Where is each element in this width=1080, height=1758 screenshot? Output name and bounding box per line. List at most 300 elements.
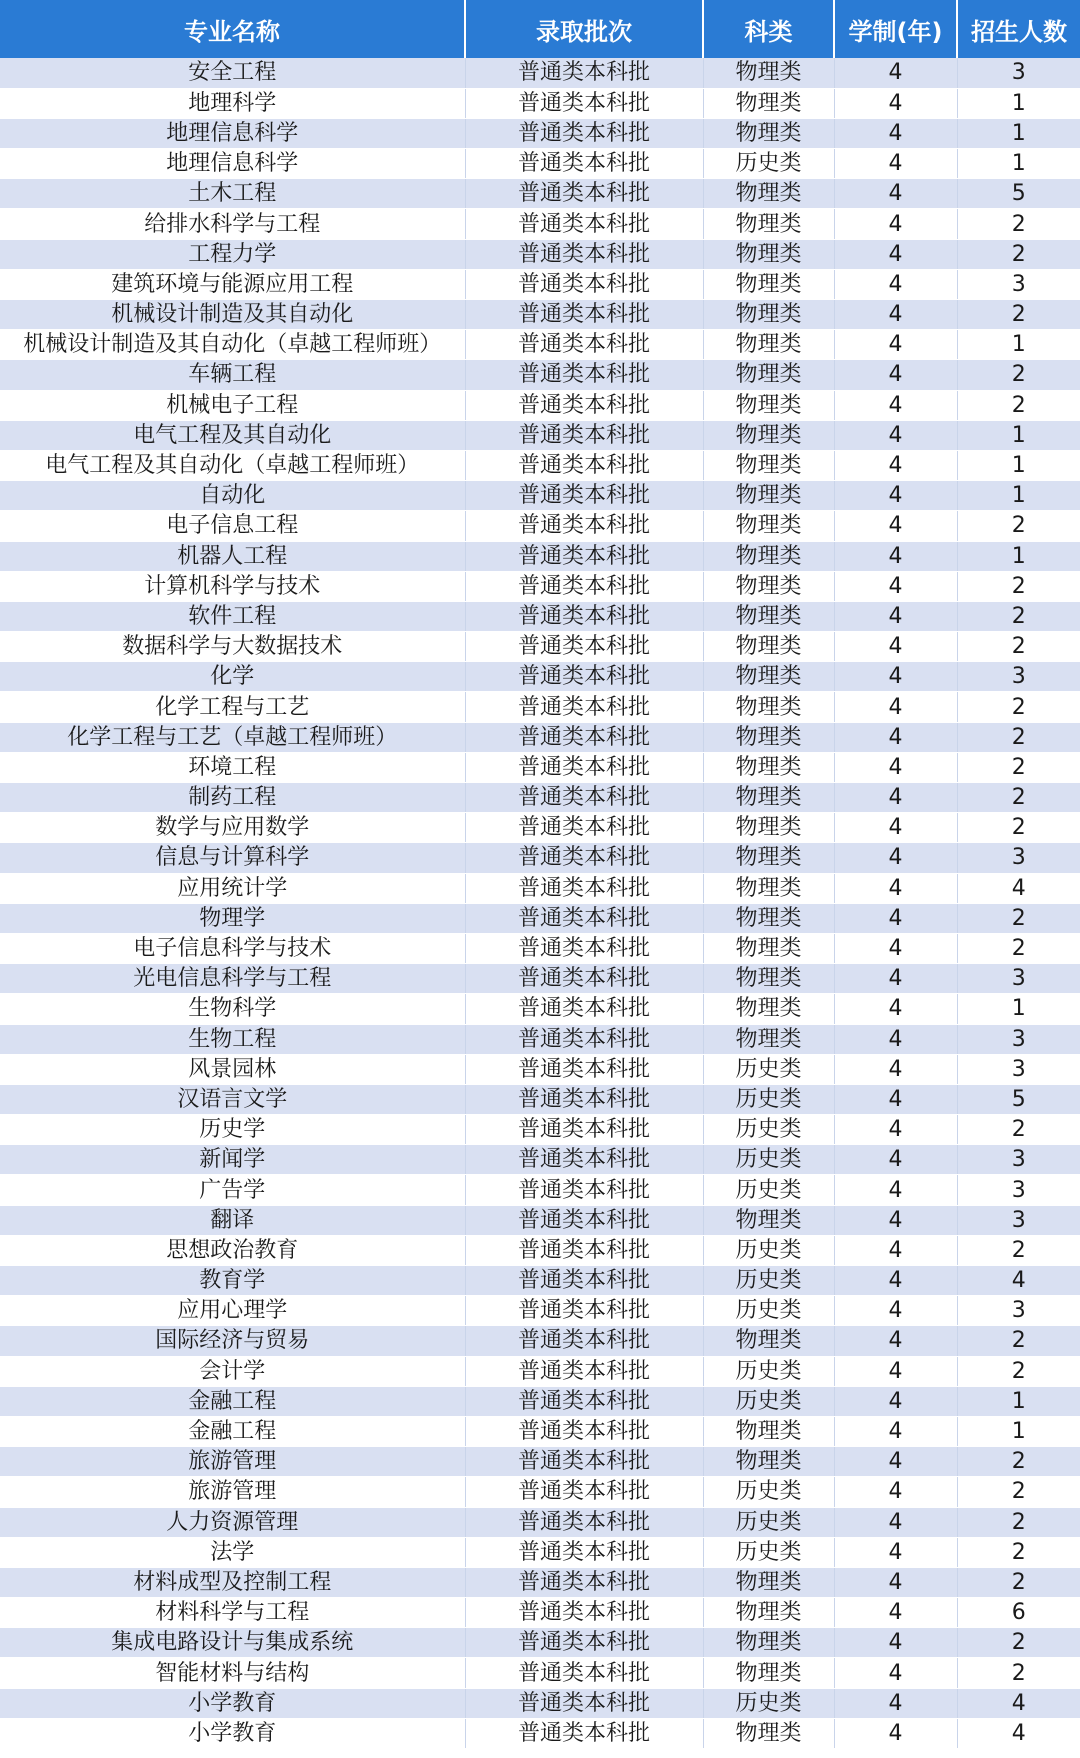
cell-duration-years: 4 [834, 239, 957, 269]
cell-admission-batch: 普通类本科批 [465, 1447, 703, 1477]
cell-duration-years: 4 [834, 1598, 957, 1628]
cell-admission-batch: 普通类本科批 [465, 360, 703, 390]
cell-major-name: 土木工程 [0, 179, 465, 209]
cell-subject-category: 历史类 [703, 1115, 834, 1145]
cell-duration-years: 4 [834, 1296, 957, 1326]
cell-admission-batch: 普通类本科批 [465, 58, 703, 88]
cell-duration-years: 4 [834, 722, 957, 752]
cell-admission-batch: 普通类本科批 [465, 1598, 703, 1628]
cell-enrollment-count: 2 [957, 511, 1080, 541]
cell-duration-years: 4 [834, 1628, 957, 1658]
cell-subject-category: 物理类 [703, 330, 834, 360]
cell-enrollment-count: 1 [957, 118, 1080, 148]
cell-subject-category: 历史类 [703, 1084, 834, 1114]
table-row [0, 722, 1080, 752]
table-row [0, 1145, 1080, 1175]
table-row [0, 179, 1080, 209]
cell-admission-batch: 普通类本科批 [465, 1386, 703, 1416]
cell-admission-batch: 普通类本科批 [465, 149, 703, 179]
cell-subject-category: 物理类 [703, 813, 834, 843]
cell-major-name: 集成电路设计与集成系统 [0, 1628, 465, 1658]
cell-duration-years: 4 [834, 1084, 957, 1114]
table-row [0, 1235, 1080, 1265]
cell-duration-years: 4 [834, 1507, 957, 1537]
cell-duration-years: 4 [834, 1658, 957, 1688]
header-enrollment-count: 招生人数 [957, 0, 1080, 58]
cell-subject-category: 物理类 [703, 1628, 834, 1658]
cell-duration-years: 4 [834, 571, 957, 601]
cell-major-name: 风景园林 [0, 1054, 465, 1084]
cell-duration-years: 4 [834, 481, 957, 511]
table-row [0, 1477, 1080, 1507]
cell-duration-years: 4 [834, 843, 957, 873]
cell-enrollment-count: 2 [957, 933, 1080, 963]
table-row [0, 390, 1080, 420]
cell-duration-years: 4 [834, 1266, 957, 1296]
cell-major-name: 数据科学与大数据技术 [0, 632, 465, 662]
cell-enrollment-count: 2 [957, 632, 1080, 662]
table-row [0, 1115, 1080, 1145]
table-row [0, 1175, 1080, 1205]
cell-admission-batch: 普通类本科批 [465, 994, 703, 1024]
cell-enrollment-count: 4 [957, 873, 1080, 903]
cell-admission-batch: 普通类本科批 [465, 964, 703, 994]
header-subject-category: 科类 [703, 0, 834, 58]
table-row [0, 1507, 1080, 1537]
cell-admission-batch: 普通类本科批 [465, 450, 703, 480]
cell-admission-batch: 普通类本科批 [465, 1266, 703, 1296]
cell-admission-batch: 普通类本科批 [465, 873, 703, 903]
cell-major-name: 小学教育 [0, 1718, 465, 1748]
cell-duration-years: 4 [834, 1175, 957, 1205]
cell-enrollment-count: 3 [957, 1054, 1080, 1084]
cell-admission-batch: 普通类本科批 [465, 541, 703, 571]
cell-duration-years: 4 [834, 1205, 957, 1235]
table-row [0, 1356, 1080, 1386]
cell-subject-category: 历史类 [703, 1235, 834, 1265]
cell-enrollment-count: 3 [957, 1205, 1080, 1235]
cell-subject-category: 物理类 [703, 843, 834, 873]
cell-enrollment-count: 1 [957, 88, 1080, 118]
table-row [0, 601, 1080, 631]
cell-subject-category: 历史类 [703, 1145, 834, 1175]
cell-enrollment-count: 2 [957, 783, 1080, 813]
header-duration-years: 学制(年) [834, 0, 957, 58]
cell-subject-category: 历史类 [703, 1266, 834, 1296]
table-row [0, 1628, 1080, 1658]
cell-admission-batch: 普通类本科批 [465, 571, 703, 601]
cell-subject-category: 物理类 [703, 1416, 834, 1446]
cell-admission-batch: 普通类本科批 [465, 1235, 703, 1265]
cell-enrollment-count: 2 [957, 601, 1080, 631]
cell-major-name: 安全工程 [0, 58, 465, 88]
cell-major-name: 翻译 [0, 1205, 465, 1235]
cell-duration-years: 4 [834, 933, 957, 963]
cell-major-name: 数学与应用数学 [0, 813, 465, 843]
cell-major-name: 环境工程 [0, 752, 465, 782]
cell-enrollment-count: 5 [957, 179, 1080, 209]
table-row [0, 1537, 1080, 1567]
table-row [0, 511, 1080, 541]
cell-admission-batch: 普通类本科批 [465, 1416, 703, 1446]
table-row [0, 843, 1080, 873]
cell-admission-batch: 普通类本科批 [465, 511, 703, 541]
table-row [0, 964, 1080, 994]
cell-enrollment-count: 2 [957, 1628, 1080, 1658]
cell-admission-batch: 普通类本科批 [465, 1024, 703, 1054]
cell-duration-years: 4 [834, 1477, 957, 1507]
cell-admission-batch: 普通类本科批 [465, 179, 703, 209]
cell-major-name: 小学教育 [0, 1688, 465, 1718]
cell-enrollment-count: 1 [957, 481, 1080, 511]
table-row [0, 1296, 1080, 1326]
cell-subject-category: 物理类 [703, 1447, 834, 1477]
cell-enrollment-count: 3 [957, 964, 1080, 994]
table-row [0, 300, 1080, 330]
cell-subject-category: 物理类 [703, 601, 834, 631]
table-row [0, 1658, 1080, 1688]
table-row [0, 541, 1080, 571]
cell-duration-years: 4 [834, 903, 957, 933]
cell-major-name: 国际经济与贸易 [0, 1326, 465, 1356]
cell-admission-batch: 普通类本科批 [465, 933, 703, 963]
cell-subject-category: 物理类 [703, 752, 834, 782]
table-row [0, 239, 1080, 269]
table-row [0, 209, 1080, 239]
cell-duration-years: 4 [834, 1115, 957, 1145]
cell-duration-years: 4 [834, 390, 957, 420]
cell-subject-category: 历史类 [703, 1386, 834, 1416]
cell-subject-category: 历史类 [703, 1477, 834, 1507]
cell-subject-category: 物理类 [703, 239, 834, 269]
cell-subject-category: 物理类 [703, 692, 834, 722]
cell-enrollment-count: 3 [957, 269, 1080, 299]
cell-major-name: 人力资源管理 [0, 1507, 465, 1537]
cell-duration-years: 4 [834, 964, 957, 994]
cell-major-name: 机械设计制造及其自动化 [0, 300, 465, 330]
cell-subject-category: 物理类 [703, 118, 834, 148]
cell-admission-batch: 普通类本科批 [465, 783, 703, 813]
table-header [0, 0, 1080, 58]
cell-major-name: 地理科学 [0, 88, 465, 118]
cell-subject-category: 物理类 [703, 420, 834, 450]
table-row [0, 783, 1080, 813]
cell-enrollment-count: 1 [957, 420, 1080, 450]
cell-duration-years: 4 [834, 1447, 957, 1477]
cell-duration-years: 4 [834, 1688, 957, 1718]
table-row [0, 1416, 1080, 1446]
cell-enrollment-count: 2 [957, 1326, 1080, 1356]
cell-enrollment-count: 1 [957, 330, 1080, 360]
cell-subject-category: 历史类 [703, 1688, 834, 1718]
table-row [0, 1084, 1080, 1114]
cell-subject-category: 物理类 [703, 964, 834, 994]
table-row [0, 1567, 1080, 1597]
cell-admission-batch: 普通类本科批 [465, 1054, 703, 1084]
cell-admission-batch: 普通类本科批 [465, 662, 703, 692]
cell-admission-batch: 普通类本科批 [465, 1084, 703, 1114]
cell-major-name: 广告学 [0, 1175, 465, 1205]
cell-admission-batch: 普通类本科批 [465, 390, 703, 420]
table-row [0, 1386, 1080, 1416]
cell-major-name: 给排水科学与工程 [0, 209, 465, 239]
table-row [0, 1598, 1080, 1628]
table-row [0, 994, 1080, 1024]
cell-major-name: 材料科学与工程 [0, 1598, 465, 1628]
cell-enrollment-count: 1 [957, 994, 1080, 1024]
cell-enrollment-count: 6 [957, 1598, 1080, 1628]
cell-duration-years: 4 [834, 149, 957, 179]
cell-subject-category: 物理类 [703, 783, 834, 813]
cell-subject-category: 历史类 [703, 1175, 834, 1205]
cell-duration-years: 4 [834, 813, 957, 843]
cell-admission-batch: 普通类本科批 [465, 813, 703, 843]
cell-subject-category: 历史类 [703, 1296, 834, 1326]
cell-major-name: 电子信息工程 [0, 511, 465, 541]
table-row [0, 1205, 1080, 1235]
cell-duration-years: 4 [834, 1356, 957, 1386]
cell-admission-batch: 普通类本科批 [465, 239, 703, 269]
cell-admission-batch: 普通类本科批 [465, 481, 703, 511]
cell-enrollment-count: 1 [957, 1416, 1080, 1446]
cell-enrollment-count: 3 [957, 1145, 1080, 1175]
cell-admission-batch: 普通类本科批 [465, 118, 703, 148]
table-row [0, 450, 1080, 480]
cell-subject-category: 物理类 [703, 179, 834, 209]
cell-subject-category: 物理类 [703, 450, 834, 480]
cell-enrollment-count: 3 [957, 58, 1080, 88]
table-row [0, 269, 1080, 299]
cell-duration-years: 4 [834, 1145, 957, 1175]
cell-enrollment-count: 2 [957, 752, 1080, 782]
cell-duration-years: 4 [834, 300, 957, 330]
table-row [0, 88, 1080, 118]
cell-subject-category: 物理类 [703, 58, 834, 88]
cell-subject-category: 物理类 [703, 541, 834, 571]
cell-admission-batch: 普通类本科批 [465, 1477, 703, 1507]
cell-admission-batch: 普通类本科批 [465, 1507, 703, 1537]
cell-duration-years: 4 [834, 1326, 957, 1356]
cell-enrollment-count: 2 [957, 1356, 1080, 1386]
cell-major-name: 化学工程与工艺 [0, 692, 465, 722]
cell-admission-batch: 普通类本科批 [465, 420, 703, 450]
table-row [0, 330, 1080, 360]
cell-admission-batch: 普通类本科批 [465, 300, 703, 330]
cell-duration-years: 4 [834, 783, 957, 813]
cell-subject-category: 物理类 [703, 933, 834, 963]
cell-major-name: 物理学 [0, 903, 465, 933]
cell-enrollment-count: 3 [957, 1175, 1080, 1205]
cell-duration-years: 4 [834, 692, 957, 722]
table-row [0, 1266, 1080, 1296]
table-row [0, 1718, 1080, 1748]
cell-enrollment-count: 2 [957, 1567, 1080, 1597]
cell-major-name: 车辆工程 [0, 360, 465, 390]
cell-major-name: 机器人工程 [0, 541, 465, 571]
cell-duration-years: 4 [834, 1537, 957, 1567]
cell-subject-category: 历史类 [703, 1356, 834, 1386]
header-major-name: 专业名称 [0, 0, 465, 58]
table-row [0, 360, 1080, 390]
cell-major-name: 智能材料与结构 [0, 1658, 465, 1688]
cell-subject-category: 物理类 [703, 1598, 834, 1628]
cell-enrollment-count: 1 [957, 149, 1080, 179]
table-row [0, 118, 1080, 148]
table-row [0, 149, 1080, 179]
cell-duration-years: 4 [834, 1416, 957, 1446]
table-row [0, 662, 1080, 692]
cell-subject-category: 物理类 [703, 209, 834, 239]
cell-admission-batch: 普通类本科批 [465, 1145, 703, 1175]
cell-subject-category: 物理类 [703, 1658, 834, 1688]
cell-admission-batch: 普通类本科批 [465, 1115, 703, 1145]
cell-subject-category: 物理类 [703, 300, 834, 330]
cell-duration-years: 4 [834, 1054, 957, 1084]
table-row [0, 1326, 1080, 1356]
cell-admission-batch: 普通类本科批 [465, 632, 703, 662]
cell-admission-batch: 普通类本科批 [465, 1175, 703, 1205]
cell-subject-category: 物理类 [703, 994, 834, 1024]
table-row [0, 903, 1080, 933]
cell-duration-years: 4 [834, 1235, 957, 1265]
cell-major-name: 金融工程 [0, 1386, 465, 1416]
cell-enrollment-count: 3 [957, 1024, 1080, 1054]
cell-major-name: 应用统计学 [0, 873, 465, 903]
cell-major-name: 应用心理学 [0, 1296, 465, 1326]
cell-admission-batch: 普通类本科批 [465, 88, 703, 118]
cell-major-name: 生物科学 [0, 994, 465, 1024]
cell-subject-category: 物理类 [703, 722, 834, 752]
cell-subject-category: 物理类 [703, 662, 834, 692]
cell-duration-years: 4 [834, 330, 957, 360]
cell-subject-category: 物理类 [703, 873, 834, 903]
cell-duration-years: 4 [834, 873, 957, 903]
cell-major-name: 自动化 [0, 481, 465, 511]
cell-subject-category: 历史类 [703, 1537, 834, 1567]
cell-admission-batch: 普通类本科批 [465, 752, 703, 782]
cell-major-name: 化学工程与工艺（卓越工程师班） [0, 722, 465, 752]
cell-enrollment-count: 2 [957, 692, 1080, 722]
cell-major-name: 教育学 [0, 1266, 465, 1296]
cell-enrollment-count: 2 [957, 1447, 1080, 1477]
cell-enrollment-count: 2 [957, 571, 1080, 601]
cell-admission-batch: 普通类本科批 [465, 330, 703, 360]
cell-admission-batch: 普通类本科批 [465, 1356, 703, 1386]
cell-major-name: 历史学 [0, 1115, 465, 1145]
cell-major-name: 机械电子工程 [0, 390, 465, 420]
cell-enrollment-count: 2 [957, 360, 1080, 390]
cell-subject-category: 物理类 [703, 360, 834, 390]
cell-major-name: 建筑环境与能源应用工程 [0, 269, 465, 299]
cell-major-name: 电子信息科学与技术 [0, 933, 465, 963]
cell-enrollment-count: 3 [957, 843, 1080, 873]
cell-duration-years: 4 [834, 994, 957, 1024]
cell-admission-batch: 普通类本科批 [465, 1718, 703, 1748]
cell-subject-category: 物理类 [703, 390, 834, 420]
cell-duration-years: 4 [834, 269, 957, 299]
cell-admission-batch: 普通类本科批 [465, 1688, 703, 1718]
cell-duration-years: 4 [834, 662, 957, 692]
cell-major-name: 光电信息科学与工程 [0, 964, 465, 994]
cell-admission-batch: 普通类本科批 [465, 269, 703, 299]
cell-subject-category: 物理类 [703, 511, 834, 541]
cell-subject-category: 物理类 [703, 1326, 834, 1356]
cell-enrollment-count: 2 [957, 390, 1080, 420]
cell-major-name: 思想政治教育 [0, 1235, 465, 1265]
cell-major-name: 旅游管理 [0, 1447, 465, 1477]
cell-major-name: 新闻学 [0, 1145, 465, 1175]
cell-enrollment-count: 2 [957, 1537, 1080, 1567]
cell-major-name: 旅游管理 [0, 1477, 465, 1507]
cell-subject-category: 物理类 [703, 269, 834, 299]
cell-major-name: 机械设计制造及其自动化（卓越工程师班） [0, 330, 465, 360]
cell-major-name: 汉语言文学 [0, 1084, 465, 1114]
cell-subject-category: 物理类 [703, 632, 834, 662]
cell-subject-category: 物理类 [703, 571, 834, 601]
cell-duration-years: 4 [834, 1567, 957, 1597]
table-row [0, 1054, 1080, 1084]
cell-major-name: 地理信息科学 [0, 118, 465, 148]
cell-subject-category: 历史类 [703, 1054, 834, 1084]
cell-enrollment-count: 2 [957, 1477, 1080, 1507]
cell-duration-years: 4 [834, 118, 957, 148]
cell-major-name: 会计学 [0, 1356, 465, 1386]
cell-admission-batch: 普通类本科批 [465, 692, 703, 722]
header-row [0, 0, 1080, 58]
cell-duration-years: 4 [834, 179, 957, 209]
table-row [0, 1688, 1080, 1718]
cell-duration-years: 4 [834, 1718, 957, 1748]
cell-admission-batch: 普通类本科批 [465, 1326, 703, 1356]
table-row [0, 571, 1080, 601]
cell-duration-years: 4 [834, 209, 957, 239]
cell-subject-category: 物理类 [703, 481, 834, 511]
cell-enrollment-count: 4 [957, 1718, 1080, 1748]
table-row [0, 873, 1080, 903]
cell-subject-category: 历史类 [703, 1507, 834, 1537]
cell-major-name: 电气工程及其自动化 [0, 420, 465, 450]
cell-major-name: 电气工程及其自动化（卓越工程师班） [0, 450, 465, 480]
cell-admission-batch: 普通类本科批 [465, 1296, 703, 1326]
cell-duration-years: 4 [834, 1386, 957, 1416]
cell-enrollment-count: 2 [957, 239, 1080, 269]
cell-admission-batch: 普通类本科批 [465, 843, 703, 873]
cell-enrollment-count: 2 [957, 1658, 1080, 1688]
cell-enrollment-count: 1 [957, 1386, 1080, 1416]
cell-duration-years: 4 [834, 1024, 957, 1054]
table-row [0, 420, 1080, 450]
cell-enrollment-count: 1 [957, 450, 1080, 480]
cell-subject-category: 物理类 [703, 1024, 834, 1054]
cell-duration-years: 4 [834, 360, 957, 390]
cell-enrollment-count: 4 [957, 1266, 1080, 1296]
table-row [0, 813, 1080, 843]
cell-subject-category: 物理类 [703, 1205, 834, 1235]
cell-enrollment-count: 3 [957, 662, 1080, 692]
table-body [0, 58, 1080, 1749]
cell-admission-batch: 普通类本科批 [465, 1537, 703, 1567]
cell-enrollment-count: 5 [957, 1084, 1080, 1114]
cell-major-name: 金融工程 [0, 1416, 465, 1446]
cell-admission-batch: 普通类本科批 [465, 1567, 703, 1597]
cell-duration-years: 4 [834, 541, 957, 571]
cell-enrollment-count: 2 [957, 300, 1080, 330]
cell-enrollment-count: 2 [957, 722, 1080, 752]
cell-enrollment-count: 4 [957, 1688, 1080, 1718]
cell-subject-category: 物理类 [703, 1567, 834, 1597]
cell-subject-category: 物理类 [703, 1718, 834, 1748]
cell-enrollment-count: 2 [957, 1235, 1080, 1265]
